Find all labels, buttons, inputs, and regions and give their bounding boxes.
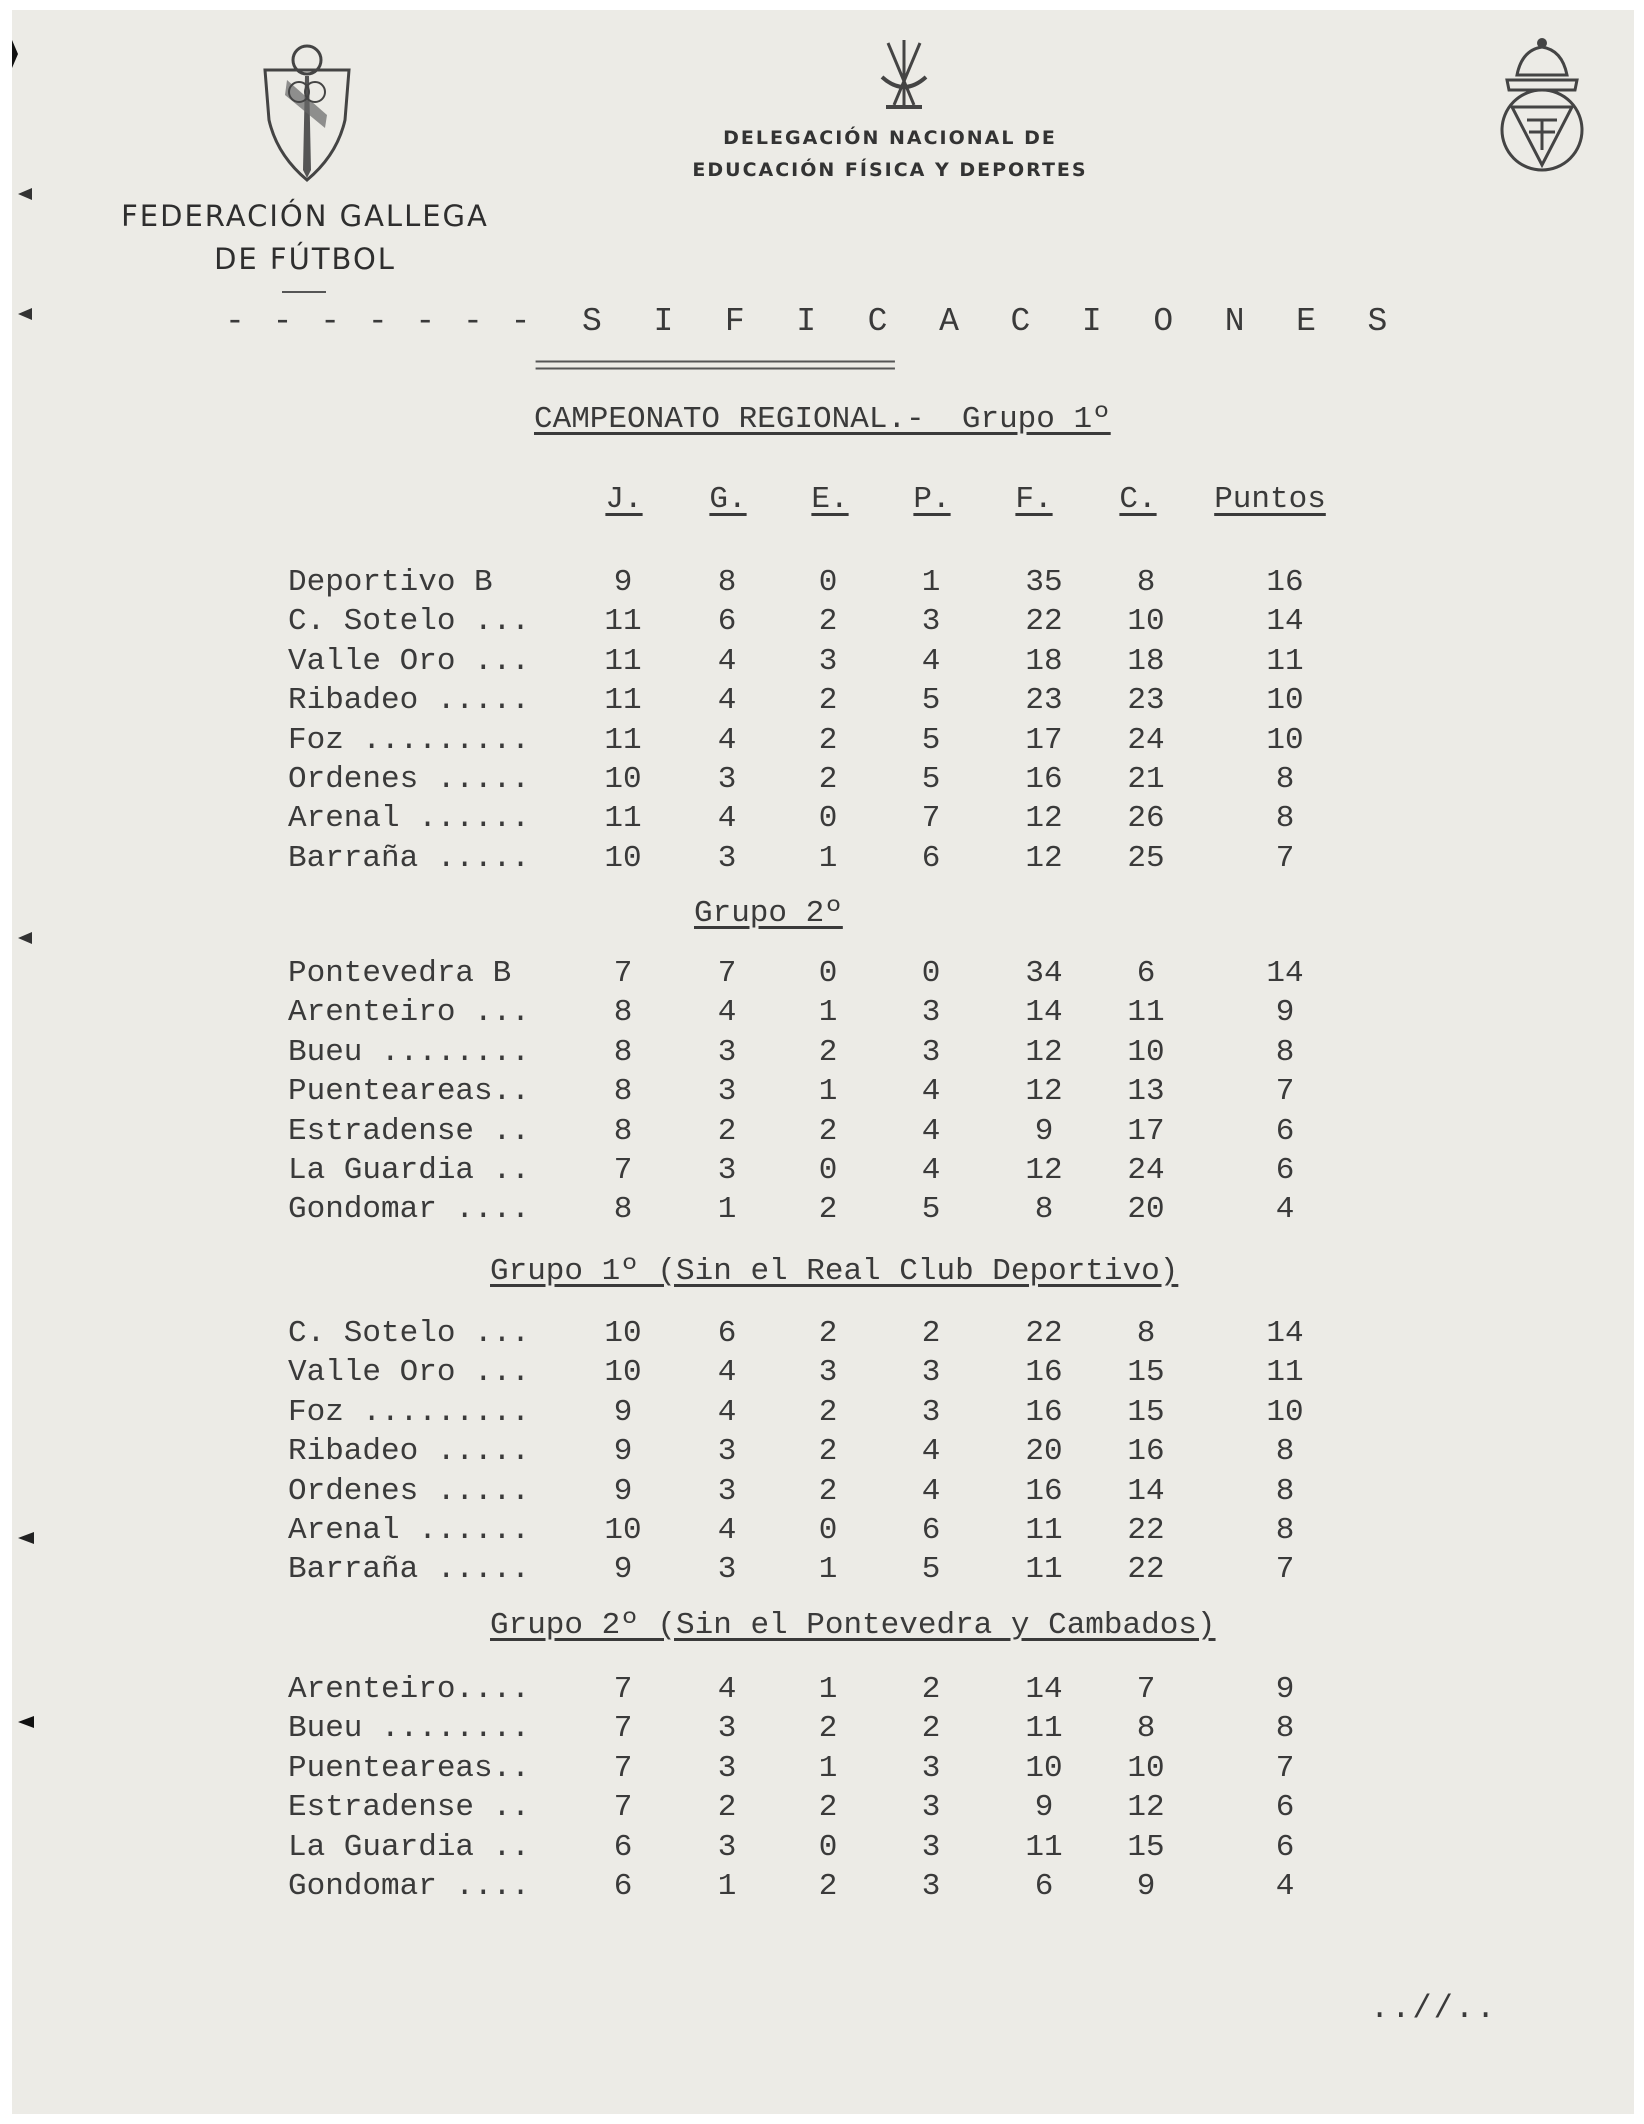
stat-g: 3 xyxy=(717,1153,737,1188)
stat-p: 5 xyxy=(921,762,941,797)
stat-g: 2 xyxy=(717,1113,737,1149)
stat-j: 7 xyxy=(613,1153,633,1188)
stat-c: 25 xyxy=(1127,840,1165,876)
team-name: La Guardia .. xyxy=(288,1829,530,1865)
stat-j: 10 xyxy=(604,1513,642,1548)
stat-pts: 4 xyxy=(1275,1869,1295,1904)
stat-j: 6 xyxy=(613,1829,633,1865)
stat-c: 23 xyxy=(1127,683,1165,719)
stat-pts: 6 xyxy=(1275,1153,1295,1188)
table-row xyxy=(0,995,1644,1035)
stat-pts: 8 xyxy=(1275,1513,1295,1548)
team-name: La Guardia .. xyxy=(288,1153,530,1188)
column-header-p: P. xyxy=(913,482,951,517)
stat-j: 7 xyxy=(613,1672,633,1707)
stat-e: 2 xyxy=(818,604,838,640)
table-row xyxy=(0,1192,1644,1232)
stat-p: 2 xyxy=(921,1711,941,1747)
column-header-j: J. xyxy=(605,482,643,517)
table-row xyxy=(0,683,1644,723)
punch-mark xyxy=(18,932,32,944)
stat-c: 8 xyxy=(1136,565,1156,600)
stat-f: 16 xyxy=(1025,762,1063,797)
stat-f: 14 xyxy=(1025,1672,1063,1707)
stat-j: 8 xyxy=(613,1074,633,1110)
stat-g: 6 xyxy=(717,604,737,640)
stat-e: 0 xyxy=(818,801,838,837)
federation-rule xyxy=(282,291,326,293)
punch-mark xyxy=(18,308,32,320)
stat-pts: 11 xyxy=(1266,1355,1304,1391)
team-name: Puenteareas.. xyxy=(288,1074,530,1110)
stat-g: 4 xyxy=(717,1355,737,1391)
team-name: Estradense .. xyxy=(288,1113,530,1149)
stat-pts: 14 xyxy=(1266,604,1304,640)
team-name: Foz ......... xyxy=(288,1394,530,1430)
federation-name xyxy=(95,195,515,281)
stat-c: 22 xyxy=(1127,1513,1165,1548)
stat-g: 2 xyxy=(717,1790,737,1826)
stat-c: 10 xyxy=(1127,1750,1165,1786)
stat-c: 14 xyxy=(1127,1473,1165,1509)
stat-f: 12 xyxy=(1025,1153,1063,1188)
stat-pts: 6 xyxy=(1275,1113,1295,1149)
stat-g: 3 xyxy=(717,1829,737,1865)
stat-j: 9 xyxy=(613,1552,633,1588)
stat-j: 8 xyxy=(613,1113,633,1149)
stat-pts: 6 xyxy=(1275,1790,1295,1826)
table-row xyxy=(0,1074,1644,1114)
table-row xyxy=(0,801,1644,841)
stat-p: 5 xyxy=(921,1192,941,1228)
stat-j: 10 xyxy=(604,840,642,876)
stat-g: 7 xyxy=(717,956,737,991)
stat-g: 4 xyxy=(717,1394,737,1430)
section-heading-1: CAMPEONATO REGIONAL.- Grupo 1º xyxy=(534,402,1111,437)
stat-j: 7 xyxy=(613,956,633,991)
stat-j: 11 xyxy=(604,801,642,837)
stat-e: 2 xyxy=(818,1113,838,1149)
delegation-line-2: EDUCACIÓN FÍSICA Y DEPORTES xyxy=(692,159,1088,181)
stat-j: 8 xyxy=(613,995,633,1031)
table-row xyxy=(0,565,1644,605)
stat-j: 7 xyxy=(613,1750,633,1786)
column-header-c: C. xyxy=(1119,482,1157,517)
stat-j: 11 xyxy=(604,604,642,640)
section-heading-4: Grupo 2º (Sin el Pontevedra y Cambados) xyxy=(490,1608,1216,1643)
stat-p: 3 xyxy=(921,1355,941,1391)
document-title: - - - - - - - S I F I C A C I O N E S xyxy=(225,303,1392,340)
stat-j: 11 xyxy=(604,722,642,758)
team-name: Valle Oro ... xyxy=(288,1355,530,1391)
stat-f: 35 xyxy=(1025,565,1063,600)
stat-pts: 10 xyxy=(1266,683,1304,719)
stat-p: 4 xyxy=(921,1434,941,1470)
stat-p: 5 xyxy=(921,683,941,719)
stat-j: 8 xyxy=(613,1034,633,1070)
stat-f: 16 xyxy=(1025,1473,1063,1509)
stat-p: 4 xyxy=(921,1473,941,1509)
stat-pts: 4 xyxy=(1275,1192,1295,1228)
stat-j: 10 xyxy=(604,762,642,797)
stat-g: 1 xyxy=(717,1192,737,1228)
stat-c: 10 xyxy=(1127,604,1165,640)
stat-pts: 8 xyxy=(1275,1034,1295,1070)
stat-g: 8 xyxy=(717,565,737,600)
table-row xyxy=(0,1035,1644,1075)
stat-pts: 9 xyxy=(1275,995,1295,1031)
stat-f: 17 xyxy=(1025,722,1063,758)
stat-c: 18 xyxy=(1127,643,1165,679)
stat-e: 2 xyxy=(818,1034,838,1070)
stat-f: 34 xyxy=(1025,956,1063,991)
stat-f: 8 xyxy=(1034,1192,1054,1228)
table-row xyxy=(0,644,1644,684)
stat-c: 13 xyxy=(1127,1074,1165,1110)
stat-p: 1 xyxy=(921,565,941,600)
stat-pts: 6 xyxy=(1275,1829,1295,1865)
stat-p: 3 xyxy=(921,1829,941,1865)
stat-c: 17 xyxy=(1127,1113,1165,1149)
stat-c: 9 xyxy=(1136,1869,1156,1904)
stat-pts: 14 xyxy=(1266,1316,1304,1351)
stat-g: 4 xyxy=(717,995,737,1031)
stat-j: 11 xyxy=(604,683,642,719)
team-name: Deportivo B xyxy=(288,565,493,600)
stat-p: 6 xyxy=(921,1513,941,1548)
stat-g: 4 xyxy=(717,722,737,758)
stat-f: 14 xyxy=(1025,995,1063,1031)
federation-line-1: FEDERACIÓN GALLEGA xyxy=(121,199,489,233)
stat-c: 8 xyxy=(1136,1711,1156,1747)
table-row xyxy=(0,1355,1644,1395)
team-name: Estradense .. xyxy=(288,1790,530,1826)
stat-f: 11 xyxy=(1025,1711,1063,1747)
stat-pts: 11 xyxy=(1266,643,1304,679)
team-name: Ribadeo ..... xyxy=(288,683,530,719)
stat-e: 0 xyxy=(818,1153,838,1188)
column-header-e: E. xyxy=(811,482,849,517)
stat-j: 9 xyxy=(613,565,633,600)
stat-p: 4 xyxy=(921,643,941,679)
stat-p: 3 xyxy=(921,1750,941,1786)
stat-f: 22 xyxy=(1025,604,1063,640)
stat-j: 9 xyxy=(613,1434,633,1470)
stat-g: 4 xyxy=(717,801,737,837)
table-row xyxy=(0,1474,1644,1514)
team-name: Valle Oro ... xyxy=(288,643,530,679)
stat-j: 7 xyxy=(613,1711,633,1747)
stat-e: 2 xyxy=(818,1869,838,1904)
team-name: Barraña ..... xyxy=(288,1552,530,1588)
stat-g: 3 xyxy=(717,1552,737,1588)
stat-c: 24 xyxy=(1127,722,1165,758)
team-name: C. Sotelo ... xyxy=(288,604,530,640)
stat-c: 15 xyxy=(1127,1829,1165,1865)
stat-g: 3 xyxy=(717,1434,737,1470)
team-name: Bueu ........ xyxy=(288,1034,530,1070)
stat-e: 2 xyxy=(818,722,838,758)
stat-pts: 8 xyxy=(1275,762,1295,797)
stat-e: 1 xyxy=(818,995,838,1031)
team-name: Barraña ..... xyxy=(288,840,530,876)
stat-g: 3 xyxy=(717,1750,737,1786)
stat-pts: 8 xyxy=(1275,801,1295,837)
stat-f: 12 xyxy=(1025,840,1063,876)
stat-e: 1 xyxy=(818,1074,838,1110)
stat-pts: 7 xyxy=(1275,1750,1295,1786)
team-name: C. Sotelo ... xyxy=(288,1316,530,1351)
stat-g: 4 xyxy=(717,1672,737,1707)
stat-p: 5 xyxy=(921,1552,941,1588)
column-header-f: F. xyxy=(1015,482,1053,517)
table-row xyxy=(0,841,1644,881)
stat-f: 23 xyxy=(1025,683,1063,719)
stat-e: 2 xyxy=(818,762,838,797)
team-name: Arenal ...... xyxy=(288,1513,530,1548)
stat-g: 4 xyxy=(717,643,737,679)
stat-f: 18 xyxy=(1025,643,1063,679)
stat-e: 0 xyxy=(818,956,838,991)
table-row xyxy=(0,1830,1644,1870)
stat-j: 11 xyxy=(604,643,642,679)
stat-p: 3 xyxy=(921,995,941,1031)
team-name: Arenal ...... xyxy=(288,801,530,837)
title-separator: ================================= xyxy=(534,352,891,383)
team-name: Arenteiro ... xyxy=(288,995,530,1031)
table-row xyxy=(0,1153,1644,1193)
stat-e: 2 xyxy=(818,1790,838,1826)
stat-e: 2 xyxy=(818,1394,838,1430)
stat-p: 3 xyxy=(921,604,941,640)
stat-e: 1 xyxy=(818,1552,838,1588)
stat-c: 6 xyxy=(1136,956,1156,991)
table-row xyxy=(0,762,1644,802)
stat-pts: 8 xyxy=(1275,1473,1295,1509)
stat-c: 21 xyxy=(1127,762,1165,797)
team-name: Ordenes ..... xyxy=(288,1473,530,1509)
table-row xyxy=(0,956,1644,996)
stat-j: 6 xyxy=(613,1869,633,1904)
punch-mark xyxy=(18,188,32,200)
table-row xyxy=(0,723,1644,763)
table-row xyxy=(0,1114,1644,1154)
stat-f: 22 xyxy=(1025,1316,1063,1351)
stat-f: 12 xyxy=(1025,801,1063,837)
stat-p: 7 xyxy=(921,801,941,837)
team-name: Foz ......... xyxy=(288,722,530,758)
table-row xyxy=(0,1869,1644,1909)
federation-line-2: DE FÚTBOL xyxy=(214,242,396,276)
stat-e: 2 xyxy=(818,1316,838,1351)
federation-crest-icon xyxy=(257,40,357,190)
stat-e: 0 xyxy=(818,1513,838,1548)
stat-e: 2 xyxy=(818,683,838,719)
stat-e: 1 xyxy=(818,1672,838,1707)
team-name: Bueu ........ xyxy=(288,1711,530,1747)
stat-c: 11 xyxy=(1127,995,1165,1031)
column-header-g: G. xyxy=(709,482,747,517)
stat-g: 4 xyxy=(717,683,737,719)
stat-p: 6 xyxy=(921,840,941,876)
stat-c: 10 xyxy=(1127,1034,1165,1070)
table-row xyxy=(0,604,1644,644)
delegation-line-1: DELEGACIÓN NACIONAL DE xyxy=(723,127,1057,149)
delegation-name xyxy=(640,122,1140,186)
team-name: Ordenes ..... xyxy=(288,762,530,797)
stat-pts: 8 xyxy=(1275,1434,1295,1470)
stat-f: 9 xyxy=(1034,1790,1054,1826)
stat-c: 24 xyxy=(1127,1153,1165,1188)
section-heading-3: Grupo 1º (Sin el Real Club Deportivo) xyxy=(490,1254,1179,1289)
stat-f: 12 xyxy=(1025,1074,1063,1110)
team-name: Gondomar .... xyxy=(288,1869,530,1904)
stat-j: 9 xyxy=(613,1473,633,1509)
stat-e: 3 xyxy=(818,1355,838,1391)
stat-g: 3 xyxy=(717,1074,737,1110)
stat-f: 16 xyxy=(1025,1394,1063,1430)
continued-mark: ..//.. xyxy=(1370,1990,1498,2027)
stat-j: 10 xyxy=(604,1316,642,1351)
stat-f: 9 xyxy=(1034,1113,1054,1149)
stat-c: 16 xyxy=(1127,1434,1165,1470)
royal-federation-crest-icon xyxy=(1487,35,1597,180)
stat-p: 5 xyxy=(921,722,941,758)
stat-p: 4 xyxy=(921,1113,941,1149)
stat-j: 8 xyxy=(613,1192,633,1228)
stat-pts: 8 xyxy=(1275,1711,1295,1747)
stat-p: 3 xyxy=(921,1869,941,1904)
stat-p: 4 xyxy=(921,1153,941,1188)
team-name: Pontevedra B xyxy=(288,956,512,991)
stat-p: 0 xyxy=(921,956,941,991)
stat-e: 0 xyxy=(818,1829,838,1865)
stat-e: 2 xyxy=(818,1434,838,1470)
team-name: Puenteareas.. xyxy=(288,1750,530,1786)
stat-e: 0 xyxy=(818,565,838,600)
stat-p: 3 xyxy=(921,1034,941,1070)
punch-mark xyxy=(12,40,18,68)
stat-pts: 9 xyxy=(1275,1672,1295,1707)
stat-f: 11 xyxy=(1025,1829,1063,1865)
stat-g: 3 xyxy=(717,1473,737,1509)
stat-pts: 16 xyxy=(1266,565,1304,600)
stat-g: 3 xyxy=(717,762,737,797)
stat-c: 12 xyxy=(1127,1790,1165,1826)
team-name: Ribadeo ..... xyxy=(288,1434,530,1470)
table-row xyxy=(0,1790,1644,1830)
stat-f: 11 xyxy=(1025,1552,1063,1588)
column-header-puntos: Puntos xyxy=(1214,482,1326,517)
table-row xyxy=(0,1672,1644,1712)
stat-f: 10 xyxy=(1025,1750,1063,1786)
stat-c: 8 xyxy=(1136,1316,1156,1351)
team-name: Arenteiro.... xyxy=(288,1672,530,1707)
stat-j: 9 xyxy=(613,1394,633,1430)
stat-f: 12 xyxy=(1025,1034,1063,1070)
table-row xyxy=(0,1434,1644,1474)
table-row xyxy=(0,1711,1644,1751)
stat-pts: 7 xyxy=(1275,1074,1295,1110)
stat-c: 15 xyxy=(1127,1394,1165,1430)
stat-pts: 7 xyxy=(1275,840,1295,876)
stat-g: 1 xyxy=(717,1869,737,1904)
stat-pts: 7 xyxy=(1275,1552,1295,1588)
stat-j: 7 xyxy=(613,1790,633,1826)
stat-p: 4 xyxy=(921,1074,941,1110)
table-row xyxy=(0,1751,1644,1791)
stat-j: 10 xyxy=(604,1355,642,1391)
stat-c: 15 xyxy=(1127,1355,1165,1391)
table-row xyxy=(0,1395,1644,1435)
stat-c: 26 xyxy=(1127,801,1165,837)
stat-f: 6 xyxy=(1034,1869,1054,1904)
stat-p: 2 xyxy=(921,1316,941,1351)
stat-g: 3 xyxy=(717,1034,737,1070)
stat-e: 2 xyxy=(818,1192,838,1228)
stat-e: 2 xyxy=(818,1711,838,1747)
stat-g: 6 xyxy=(717,1316,737,1351)
table-row xyxy=(0,1513,1644,1553)
stat-e: 3 xyxy=(818,643,838,679)
stat-g: 4 xyxy=(717,1513,737,1548)
stat-e: 1 xyxy=(818,1750,838,1786)
stat-c: 22 xyxy=(1127,1552,1165,1588)
stat-e: 2 xyxy=(818,1473,838,1509)
stat-p: 3 xyxy=(921,1394,941,1430)
stat-pts: 10 xyxy=(1266,1394,1304,1430)
stat-p: 3 xyxy=(921,1790,941,1826)
stat-f: 20 xyxy=(1025,1434,1063,1470)
stat-g: 3 xyxy=(717,840,737,876)
stat-pts: 14 xyxy=(1266,956,1304,991)
stat-f: 11 xyxy=(1025,1513,1063,1548)
stat-e: 1 xyxy=(818,840,838,876)
yoke-and-arrows-icon xyxy=(874,35,934,120)
stat-pts: 10 xyxy=(1266,722,1304,758)
table-row xyxy=(0,1552,1644,1592)
stat-f: 16 xyxy=(1025,1355,1063,1391)
stat-p: 2 xyxy=(921,1672,941,1707)
stat-c: 7 xyxy=(1136,1672,1156,1707)
table-row xyxy=(0,1316,1644,1356)
team-name: Gondomar .... xyxy=(288,1192,530,1228)
section-heading-2: Grupo 2º xyxy=(694,896,843,931)
stat-c: 20 xyxy=(1127,1192,1165,1228)
stat-g: 3 xyxy=(717,1711,737,1747)
